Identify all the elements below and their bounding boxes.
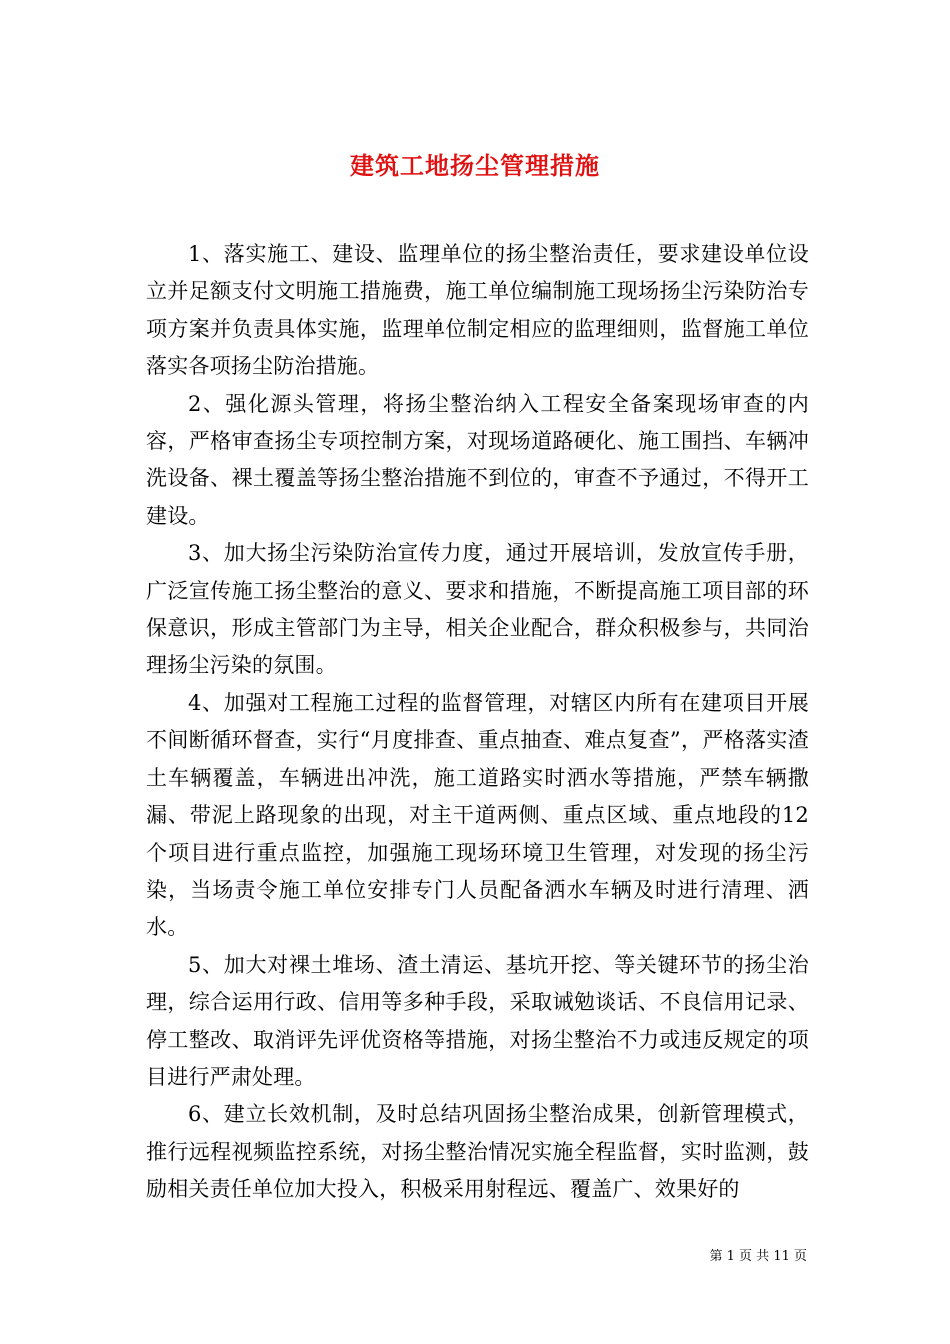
paragraph-6: 6、建立长效机制，及时总结巩固扬尘整治成果，创新管理模式，推行远程视频监控系统，对扬尘整治情况实施全程监督，实时监测，鼓励相关责任单位加大投入，积极采用射程远、覆盖广、效果好的	[146, 1102, 809, 1202]
paragraph-1: 1、落实施工、建设、监理单位的扬尘整治责任，要求建设单位设立并足额支付文明施工措施费，施工单位编制施工现场扬尘污染防治专项方案并负责具体实施，监理单位制定相应的监理细则，监督施工单位落实各项扬尘防治措施。	[146, 242, 809, 379]
document-body	[146, 236, 809, 1209]
paragraph-2: 2、强化源头管理，将扬尘整治纳入工程安全备案现场审查的内容，严格审查扬尘专项控制方案，对现场道路硬化、施工围挡、车辆冲洗设备、裸土覆盖等扬尘整治措施不到位的，审查不予通过，不得开工建设。	[146, 391, 809, 528]
paragraph-5: 5、加大对裸土堆场、渣土清运、基坑开挖、等关键环节的扬尘治理，综合运用行政、信用等多种手段，采取诫勉谈话、不良信用记录、停工整改、取消评先评优资格等措施，对扬尘整治不力或违反规定的项目进行严肃处理。	[146, 952, 809, 1089]
document-title: 建筑工地扬尘管理措施	[350, 151, 600, 181]
page-number-footer: 第 1 页 共 11 页	[709, 1249, 807, 1264]
paragraph-3: 3、加大扬尘污染防治宣传力度，通过开展培训，发放宣传手册，广泛宣传施工扬尘整治的意义、要求和措施，不断提高施工项目部的环保意识，形成主管部门为主导，相关企业配合，群众积极参与，共同治理扬尘污染的氛围。	[146, 541, 809, 678]
paragraph-4: 4、加强对工程施工过程的监督管理，对辖区内所有在建项目开展不间断循环督查，实行“月度排查、重点抽查、难点复查”，严格落实渣土车辆覆盖，车辆进出冲洗，施工道路实时洒水等措施，严禁车辆撒漏、带泥上路现象的出现，对主干道两侧、重点区域、重点地段的12个项目进行重点监控，加强施工现场环境卫生管理，对发现的扬尘污染，当场责令施工单位安排专门人员配备洒水车辆及时进行清理、洒水。	[146, 690, 809, 940]
